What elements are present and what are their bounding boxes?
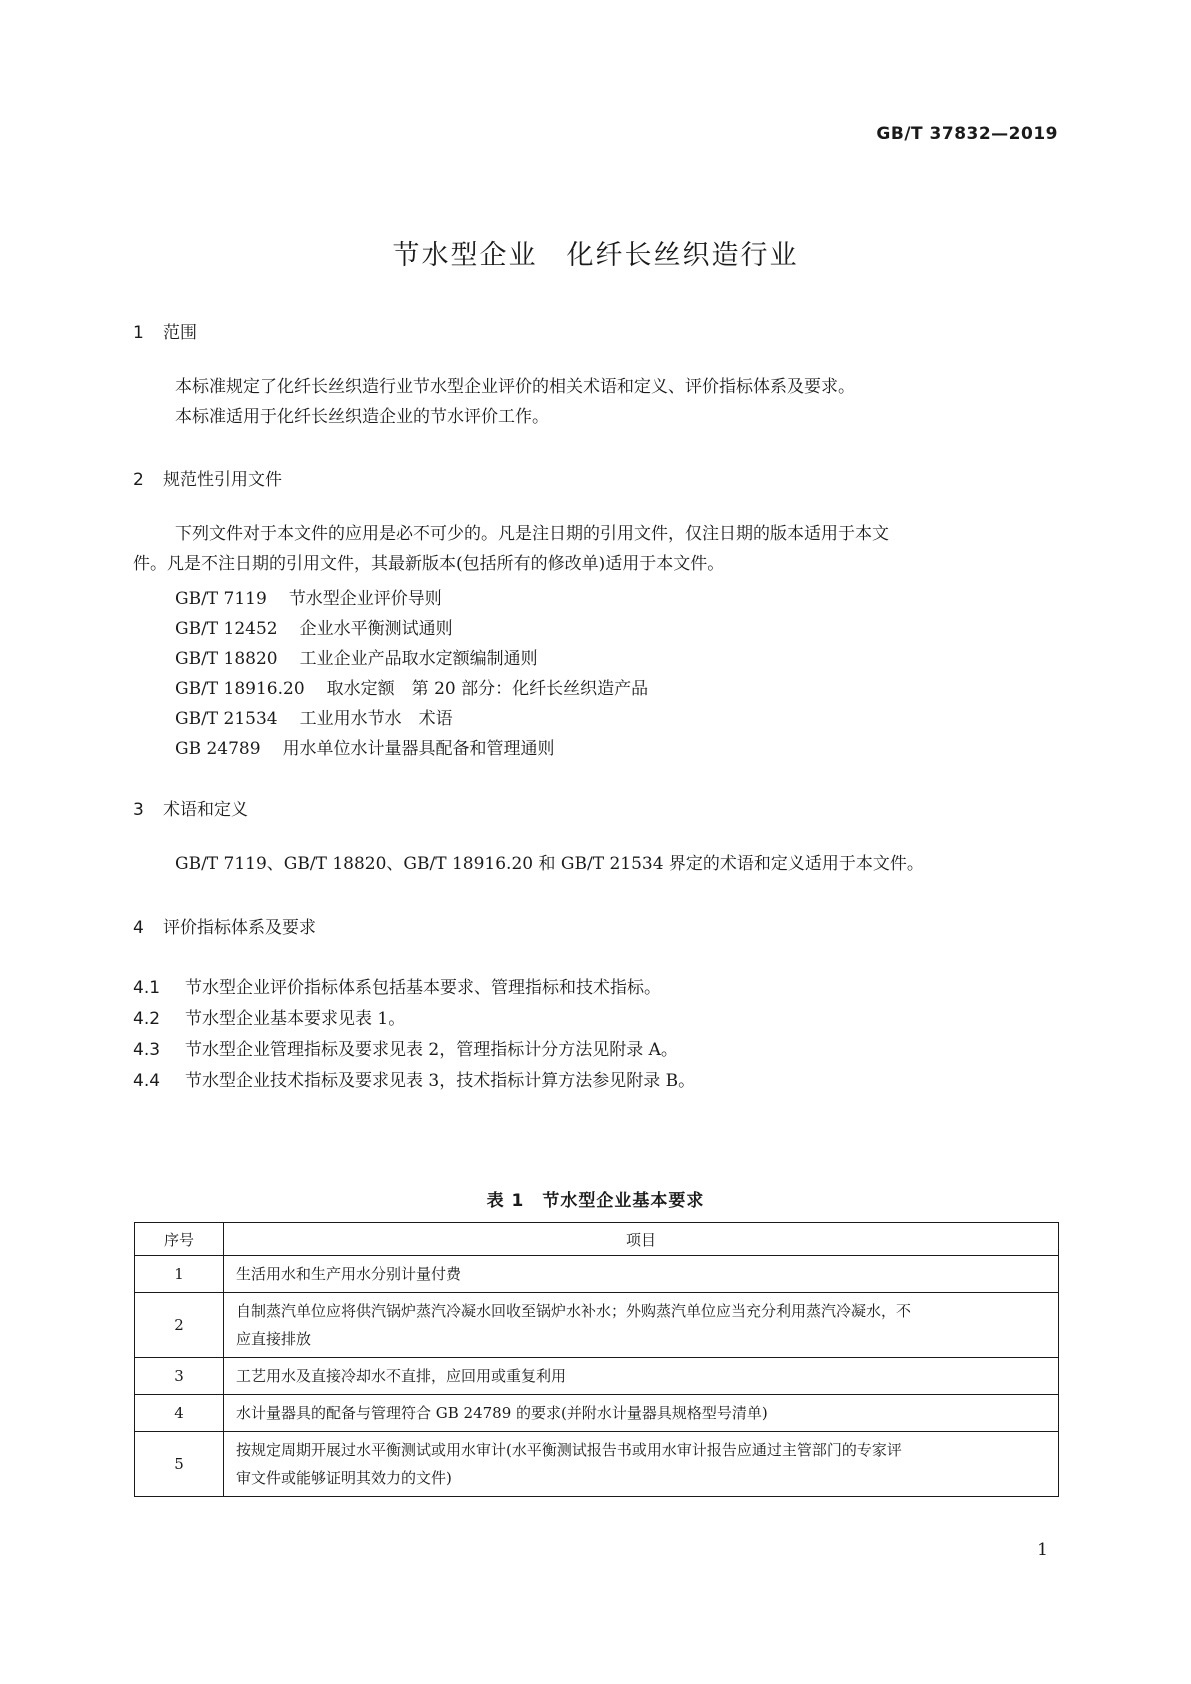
reference-title: 取水定额 第 20 部分：化纤长丝织造产品 [326,679,649,699]
section-number: 4 [133,918,144,938]
row-item-line: 应直接排放 [236,1330,312,1348]
requirements-table [134,1222,1059,1497]
table-row [135,1432,1059,1497]
reference-code: GB/T 7119 [175,589,267,609]
section-1-paragraph-1: 本标准规定了化纤长丝织造行业节水型企业评价的相关术语和定义、评价指标体系及要求。 [175,377,855,397]
clause-text: 节水型企业管理指标及要求见表 2，管理指标计分方法见附录 A。 [185,1040,678,1060]
clause-4-4 [133,1066,695,1091]
reference-title: 企业水平衡测试通则 [299,619,453,639]
section-number: 1 [133,323,144,343]
clause-4-3 [133,1035,678,1060]
document-title: 节水型企业 化纤长丝织造行业 [392,240,799,271]
reference-item [175,584,442,609]
reference-item [175,704,453,729]
reference-title: 用水单位水计量器具配备和管理通则 [282,739,555,759]
clause-4-2 [133,1004,405,1029]
row-seq: 2 [135,1293,224,1358]
row-item [224,1256,1059,1293]
section-2-heading [133,465,282,490]
clause-text: 节水型企业评价指标体系包括基本要求、管理指标和技术指标。 [185,978,661,998]
reference-item [175,614,453,639]
row-item [224,1293,1059,1358]
section-3-heading [133,795,248,820]
column-header-seq: 序号 [135,1223,224,1256]
section-number: 3 [133,800,144,820]
row-seq: 4 [135,1395,224,1432]
page-number: 1 [1037,1540,1048,1560]
reference-code: GB 24789 [175,739,261,759]
table-header-row [135,1223,1059,1256]
clause-4-1 [133,973,661,998]
section-4-heading [133,913,316,938]
reference-code: GB/T 12452 [175,619,278,639]
table-row [135,1293,1059,1358]
reference-title: 节水型企业评价导则 [288,589,442,609]
section-title: 规范性引用文件 [163,470,282,490]
row-item [224,1432,1059,1497]
table-row [135,1358,1059,1395]
section-1-paragraph-2: 本标准适用于化纤长丝织造企业的节水评价工作。 [175,407,549,427]
row-item [224,1358,1059,1395]
reference-code: GB/T 18820 [175,649,278,669]
column-header-item: 项目 [224,1223,1059,1256]
reference-title: 工业用水节水 术语 [299,709,453,729]
reference-item [175,674,648,699]
reference-title: 工业企业产品取水定额编制通则 [299,649,538,669]
row-item-line: 水计量器具的配备与管理符合 GB 24789 的要求(并附水计量器具规格型号清单) [236,1404,768,1422]
row-seq: 1 [135,1256,224,1293]
standard-number: GB/T 37832—2019 [876,124,1058,144]
table-row [135,1395,1059,1432]
section-1-heading [133,318,197,343]
section-number: 2 [133,470,144,490]
section-title: 范围 [163,323,197,343]
row-item-line: 工艺用水及直接冷却水不直排，应回用或重复利用 [236,1367,567,1385]
clause-number: 4.1 [133,978,161,998]
reference-code: GB/T 18916.20 [175,679,305,699]
clause-number: 4.3 [133,1040,161,1060]
table-caption: 表 1 节水型企业基本要求 [486,1191,705,1211]
reference-item [175,734,555,759]
row-item-line: 审文件或能够证明其效力的文件) [236,1469,452,1487]
row-seq: 3 [135,1358,224,1395]
section-2-intro-line-1: 下列文件对于本文件的应用是必不可少的。凡是注日期的引用文件，仅注日期的版本适用于本文 [175,524,889,544]
section-2-intro-line-2: 件。凡是不注日期的引用文件，其最新版本(包括所有的修改单)适用于本文件。 [133,554,725,574]
reference-code: GB/T 21534 [175,709,278,729]
row-seq: 5 [135,1432,224,1497]
clause-number: 4.4 [133,1071,161,1091]
row-item-line: 生活用水和生产用水分别计量付费 [236,1265,462,1283]
section-3-paragraph: GB/T 7119、GB/T 18820、GB/T 18916.20 和 GB/T 21534 界定的术语和定义适用于本文件。 [175,854,924,874]
section-title: 评价指标体系及要求 [163,918,316,938]
row-item-line: 自制蒸汽单位应将供汽锅炉蒸汽冷凝水回收至锅炉水补水；外购蒸汽单位应当充分利用蒸汽冷凝水，不 [236,1302,912,1320]
clause-text: 节水型企业技术指标及要求见表 3，技术指标计算方法参见附录 B。 [185,1071,696,1091]
section-title: 术语和定义 [163,800,248,820]
row-item-line: 按规定周期开展过水平衡测试或用水审计(水平衡测试报告书或用水审计报告应通过主管部门的专家评 [236,1441,902,1459]
table-row [135,1256,1059,1293]
clause-text: 节水型企业基本要求见表 1。 [185,1009,406,1029]
reference-item [175,644,538,669]
clause-number: 4.2 [133,1009,161,1029]
row-item [224,1395,1059,1432]
